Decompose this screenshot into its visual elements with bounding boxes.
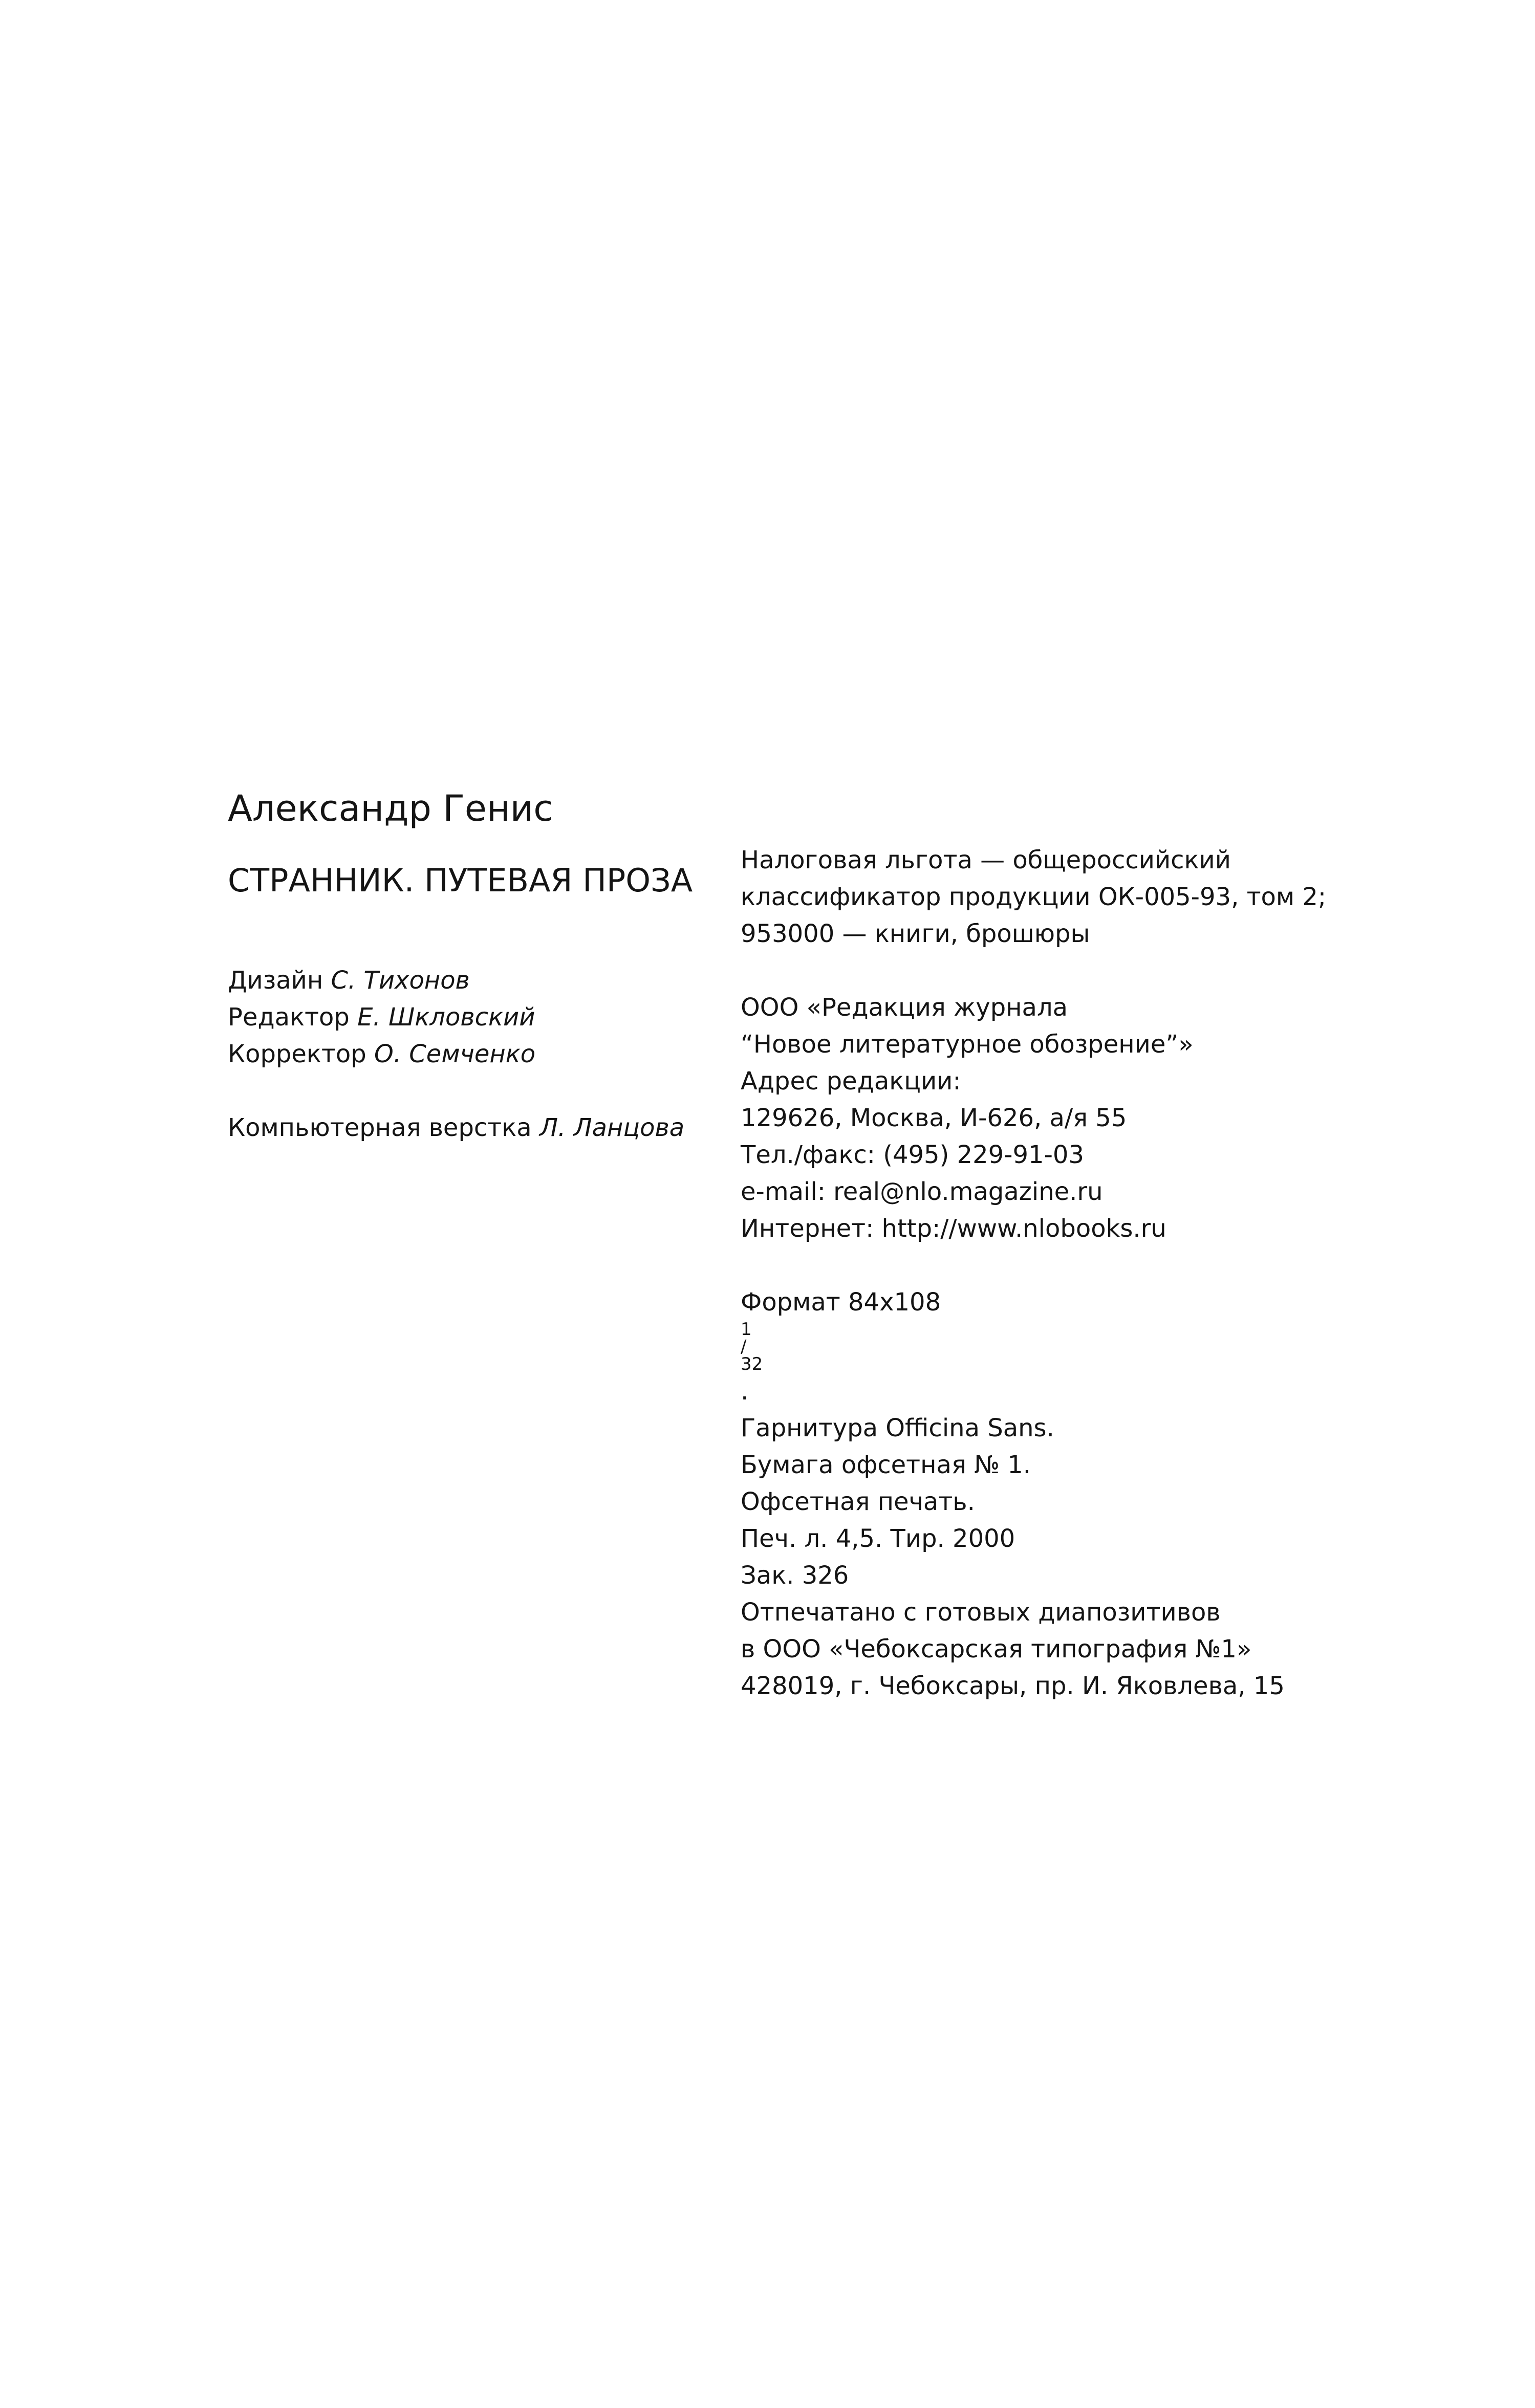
credit-role: Редактор xyxy=(228,1003,350,1032)
credit-person: О. Семченко xyxy=(374,1040,536,1068)
credit-person: Л. Ланцова xyxy=(539,1113,685,1142)
format-fraction: 1 / 32 xyxy=(741,1321,1326,1373)
credit-person: С. Тихонов xyxy=(331,966,470,995)
printer-address-line: 428019, г. Чебоксары, пр. И. Яковлева, 15 xyxy=(741,1672,1285,1700)
publisher-block xyxy=(741,989,1326,1247)
credit-proofreader xyxy=(228,1036,684,1072)
print-sheets-line: Печ. л. 4,5. Тир. 2000 xyxy=(741,1524,1015,1553)
fraction-numerator: 1 xyxy=(741,1319,752,1340)
credit-role: Компьютерная верстка xyxy=(228,1113,532,1142)
credit-design xyxy=(228,962,684,999)
credits-list xyxy=(228,962,684,1146)
publisher-name-line: ООО «Редакция журнала xyxy=(741,993,1068,1022)
tax-info-block xyxy=(741,842,1326,952)
address-label: Адрес редакции: xyxy=(741,1067,961,1096)
credit-editor xyxy=(228,999,684,1036)
book-title: СТРАННИК. ПУТЕВАЯ ПРОЗА xyxy=(228,862,693,899)
tax-info-line: Налоговая льгота — общероссийский xyxy=(741,846,1231,874)
fraction-denominator: 32 xyxy=(741,1354,763,1374)
website-line: Интернет: http://www.nlobooks.ru xyxy=(741,1214,1166,1243)
tax-info-line: классификатор продукции ОК-005-93, том 2; xyxy=(741,883,1327,911)
email-line: e-mail: real@nlo.magazine.ru xyxy=(741,1177,1103,1206)
printer-name-line: в ООО «Чебоксарская типография №1» xyxy=(741,1635,1252,1663)
typeface-line: Гарнитура Officina Sans. xyxy=(741,1414,1054,1442)
printing-method-line: Офсетная печать. xyxy=(741,1487,975,1516)
phone-fax: Тел./факс: (495) 229-91-03 xyxy=(741,1141,1084,1169)
tax-info-line: 953000 — книги, брошюры xyxy=(741,920,1090,948)
format-line xyxy=(741,1284,1326,1410)
format-text: Формат 84х108 xyxy=(741,1288,941,1317)
author-name: Александр Генис xyxy=(228,787,553,829)
credit-person: Е. Шкловский xyxy=(357,1003,535,1032)
print-details-block xyxy=(741,1284,1326,1704)
printed-from-line: Отпечатано с готовых диапозитивов xyxy=(741,1598,1221,1627)
credit-role: Дизайн xyxy=(228,966,323,995)
order-line: Зак. 326 xyxy=(741,1561,849,1590)
publisher-name-line: “Новое литературное обозрение”» xyxy=(741,1030,1194,1059)
credit-layout xyxy=(228,1109,684,1146)
credit-role: Корректор xyxy=(228,1040,366,1068)
paper-line: Бумага офсетная № 1. xyxy=(741,1451,1031,1479)
imprint-details xyxy=(741,842,1326,1704)
postal-address: 129626, Москва, И-626, а/я 55 xyxy=(741,1104,1127,1132)
format-suffix: . xyxy=(741,1377,749,1406)
